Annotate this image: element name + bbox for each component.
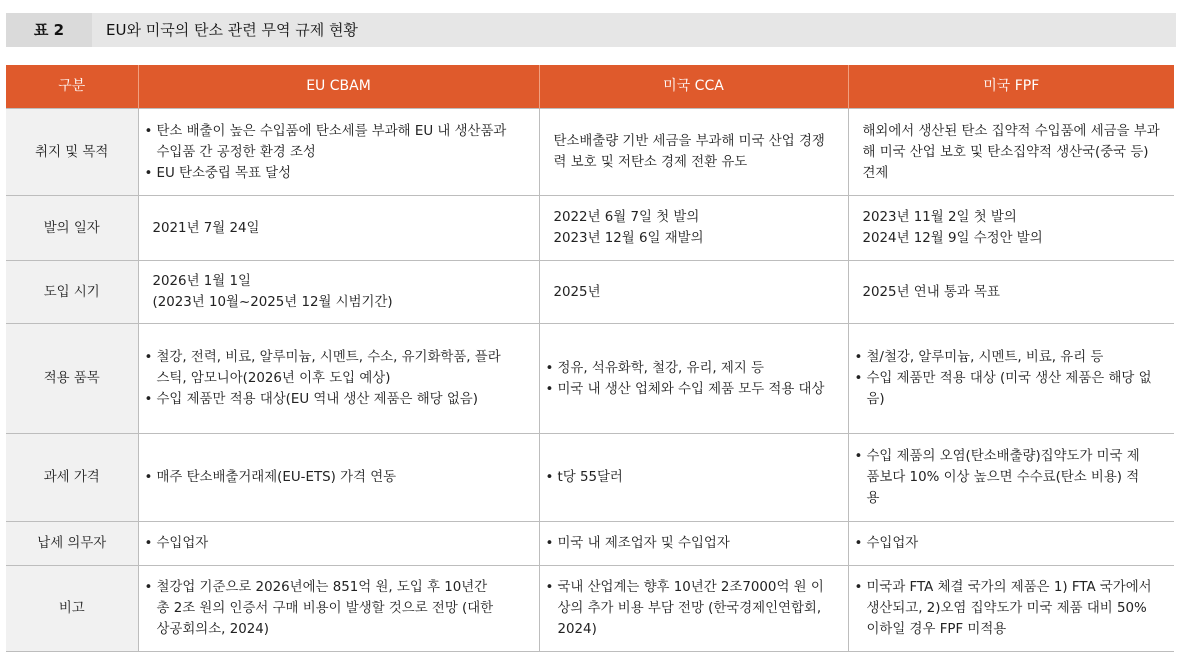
cell-text: (2023년 10월~2025년 12월 시범기간) bbox=[152, 295, 393, 310]
cell-text: 2023년 12월 6일 재발의 bbox=[553, 231, 704, 246]
list-item: • 수입업자 bbox=[143, 533, 525, 554]
bullet-list bbox=[544, 577, 832, 640]
cell-fpf bbox=[848, 109, 1174, 196]
header-row bbox=[6, 65, 1174, 109]
list-item: • 철강, 전력, 비료, 알루미늄, 시멘트, 수소, 유기화학품, 플라스틱, 암모니아(2026년 이후 도입 예상) bbox=[143, 347, 511, 389]
bullet-list bbox=[853, 577, 1161, 640]
row-label: 도입 시기 bbox=[6, 261, 138, 324]
list-item: • 미국 내 생산 업체와 수입 제품 모두 적용 대상 bbox=[544, 379, 830, 400]
cell-cca bbox=[539, 434, 848, 522]
list-item: • 수입 제품만 적용 대상(EU 역내 생산 제품은 해당 없음) bbox=[143, 389, 511, 410]
bullet-list bbox=[143, 533, 525, 554]
row-label: 취지 및 목적 bbox=[6, 109, 138, 196]
regulation-table bbox=[6, 65, 1174, 652]
list-item: • 수입업자 bbox=[853, 533, 1161, 554]
cell-cbam bbox=[138, 324, 539, 434]
cell-cca bbox=[539, 196, 848, 261]
table-row bbox=[6, 196, 1174, 261]
table-row bbox=[6, 434, 1174, 522]
cell-cbam bbox=[138, 434, 539, 522]
cell-text: 2026년 1월 1일 bbox=[152, 274, 251, 289]
cell-cca bbox=[539, 324, 848, 434]
bullet-list bbox=[544, 358, 830, 400]
cell-fpf bbox=[848, 261, 1174, 324]
table-number: 표 2 bbox=[6, 13, 92, 47]
cell-cbam bbox=[138, 109, 539, 196]
cell-fpf bbox=[848, 324, 1174, 434]
table-title: EU와 미국의 탄소 관련 무역 규제 현황 bbox=[106, 21, 358, 39]
header-us-fpf: 미국 FPF bbox=[848, 65, 1174, 109]
header-us-cca: 미국 CCA bbox=[539, 65, 848, 109]
cell-fpf bbox=[848, 522, 1174, 566]
cell-cbam bbox=[138, 566, 539, 652]
cell-text: 탄소배출량 기반 세금을 부과해 미국 산업 경쟁력 보호 및 저탄소 경제 전환 유도 bbox=[553, 134, 825, 170]
row-label: 적용 품목 bbox=[6, 324, 138, 434]
bullet-list bbox=[143, 467, 525, 488]
header-eu-cbam: EU CBAM bbox=[138, 65, 539, 109]
list-item: • 미국과 FTA 체결 국가의 제품은 1) FTA 국가에서 생산되고, 2)오염 집약도가 미국 제품 대비 50% 이하일 경우 FPF 미적용 bbox=[853, 577, 1161, 640]
list-item: • 정유, 석유화학, 철강, 유리, 제지 등 bbox=[544, 358, 830, 379]
list-item: • 국내 산업계는 향후 10년간 2조7000억 원 이상의 추가 비용 부담 전망 (한국경제인연합회, 2024) bbox=[544, 577, 832, 640]
row-label: 과세 가격 bbox=[6, 434, 138, 522]
cell-fpf bbox=[848, 434, 1174, 522]
table-row bbox=[6, 261, 1174, 324]
bullet-list bbox=[143, 121, 509, 184]
cell-text: 2022년 6월 7일 첫 발의 bbox=[553, 210, 700, 225]
list-item: • 철강업 기준으로 2026년에는 851억 원, 도입 후 10년간 총 2조 원의 인증서 구매 비용이 발생할 것으로 전망 (대한상공회의소, 2024) bbox=[143, 577, 499, 640]
list-item: • 철/철강, 알루미늄, 시멘트, 비료, 유리 등 bbox=[853, 347, 1157, 368]
bullet-list bbox=[544, 467, 834, 488]
cell-text: 2023년 11월 2일 첫 발의 bbox=[862, 210, 1017, 225]
list-item: • 탄소 배출이 높은 수입품에 탄소세를 부과해 EU 내 생산품과 수입품 간 공정한 환경 조성 bbox=[143, 121, 509, 163]
list-item: • 매주 탄소배출거래제(EU-ETS) 가격 연동 bbox=[143, 467, 525, 488]
list-item: • t당 55달러 bbox=[544, 467, 834, 488]
cell-text: 2025년 연내 통과 목표 bbox=[862, 284, 1000, 300]
table-row bbox=[6, 566, 1174, 652]
cell-text: 해외에서 생산된 탄소 집약적 수입품에 세금을 부과해 미국 산업 보호 및 탄소집약적 생산국(중국 등) 견제 bbox=[862, 123, 1160, 181]
row-label: 납세 의무자 bbox=[6, 522, 138, 566]
bullet-list bbox=[853, 533, 1161, 554]
table-row bbox=[6, 324, 1174, 434]
row-label: 비고 bbox=[6, 566, 138, 652]
table-title-bar bbox=[6, 13, 1176, 47]
list-item: • 수입 제품만 적용 대상 (미국 생산 제품은 해당 없음) bbox=[853, 368, 1157, 410]
cell-cbam bbox=[138, 196, 539, 261]
table-row bbox=[6, 522, 1174, 566]
bullet-list bbox=[544, 533, 834, 554]
cell-text: 2024년 12월 9일 수정안 발의 bbox=[862, 231, 1043, 246]
bullet-list bbox=[143, 577, 499, 640]
bullet-list bbox=[143, 347, 511, 410]
row-label: 발의 일자 bbox=[6, 196, 138, 261]
list-item: • 수입 제품의 오염(탄소배출량)집약도가 미국 제품보다 10% 이상 높으면 수수료(탄소 비용) 적용 bbox=[853, 446, 1145, 509]
cell-cca bbox=[539, 109, 848, 196]
cell-cbam bbox=[138, 261, 539, 324]
cell-cbam bbox=[138, 522, 539, 566]
bullet-list bbox=[853, 347, 1157, 410]
cell-cca bbox=[539, 261, 848, 324]
list-item: • EU 탄소중립 목표 달성 bbox=[143, 163, 509, 184]
cell-cca bbox=[539, 522, 848, 566]
bullet-list bbox=[853, 446, 1145, 509]
list-item: • 미국 내 제조업자 및 수입업자 bbox=[544, 533, 834, 554]
cell-text: 2025년 bbox=[553, 284, 601, 300]
cell-fpf bbox=[848, 566, 1174, 652]
header-category: 구분 bbox=[6, 65, 138, 109]
cell-text: 2021년 7월 24일 bbox=[152, 220, 260, 236]
table-row bbox=[6, 109, 1174, 196]
cell-cca bbox=[539, 566, 848, 652]
cell-fpf bbox=[848, 196, 1174, 261]
